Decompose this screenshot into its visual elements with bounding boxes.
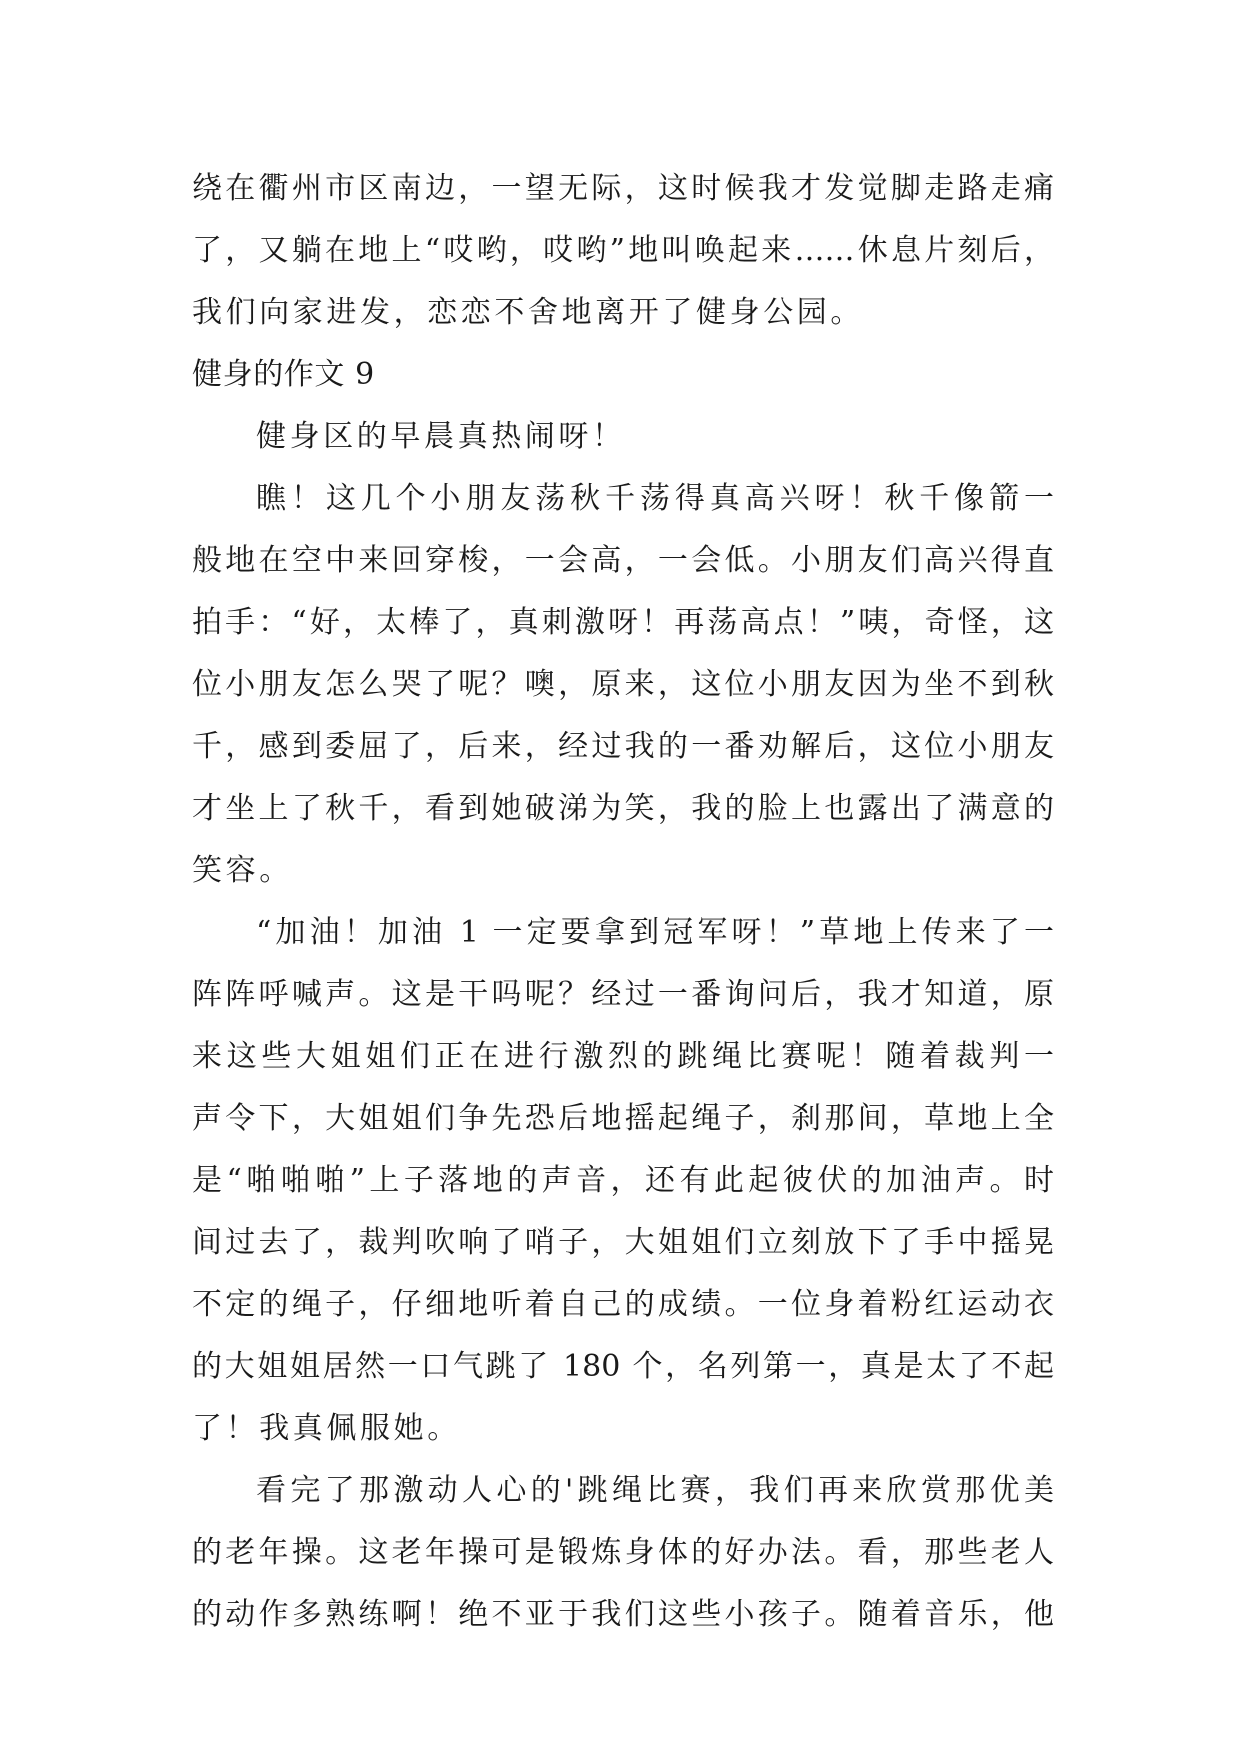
text-line: 拍手：“好，太棒了，真刺激呀！再荡高点！”咦，奇怪，这 [192, 605, 1054, 640]
paragraph-opening-line: “加油！加油 1 一定要拿到冠军呀！”草地上传来了一 [256, 915, 1054, 950]
text-line: 才坐上了秋千，看到她破涕为笑，我的脸上也露出了满意的 [192, 791, 1054, 826]
paragraph-opening-line: 健身区的早晨真热闹呀！ [256, 419, 626, 454]
text-line: 千，感到委屈了，后来，经过我的一番劝解后，这位小朋友 [192, 729, 1054, 764]
text-line: 声令下，大姐姐们争先恐后地摇起绳子，刹那间，草地上全 [192, 1101, 1054, 1136]
document-body [192, 158, 1054, 1646]
section-heading: 健身的作文 9 [192, 357, 375, 392]
paragraph-opening-line: 看完了那激动人心的'跳绳比赛，我们再来欣赏那优美 [256, 1473, 1054, 1508]
text-line: 的动作多熟练啊！绝不亚于我们这些小孩子。随着音乐，他 [192, 1597, 1054, 1632]
text-line: 笑容。 [192, 853, 293, 888]
paragraph-opening-line: 瞧！这几个小朋友荡秋千荡得真高兴呀！秋千像箭一 [256, 481, 1054, 516]
text-line: 绕在衢州市区南边，一望无际，这时候我才发觉脚走路走痛 [192, 171, 1054, 206]
text-line: 位小朋友怎么哭了呢？噢，原来，这位小朋友因为坐不到秋 [192, 667, 1054, 702]
text-line: 是“啪啪啪”上子落地的声音，还有此起彼伏的加油声。时 [192, 1163, 1054, 1198]
text-line: 般地在空中来回穿梭，一会高，一会低。小朋友们高兴得直 [192, 543, 1054, 578]
text-line: 不定的绳子，仔细地听着自己的成绩。一位身着粉红运动衣 [192, 1287, 1054, 1322]
text-line: 来这些大姐姐们正在进行激烈的跳绳比赛呢！随着裁判一 [192, 1039, 1054, 1074]
text-line: 了，又躺在地上“哎哟，哎哟”地叫唤起来……休息片刻后， [192, 233, 1054, 268]
text-line: 间过去了，裁判吹响了哨子，大姐姐们立刻放下了手中摇晃 [192, 1225, 1054, 1260]
text-line: 的老年操。这老年操可是锻炼身体的好办法。看，那些老人 [192, 1535, 1054, 1570]
text-line: 的大姐姐居然一口气跳了 180 个，名列第一，真是太了不起 [192, 1349, 1054, 1384]
text-line: 阵阵呼喊声。这是干吗呢？经过一番询问后，我才知道，原 [192, 977, 1054, 1012]
text-line: 了！我真佩服她。 [192, 1411, 461, 1446]
text-line: 我们向家进发，恋恋不舍地离开了健身公园。 [192, 295, 864, 330]
